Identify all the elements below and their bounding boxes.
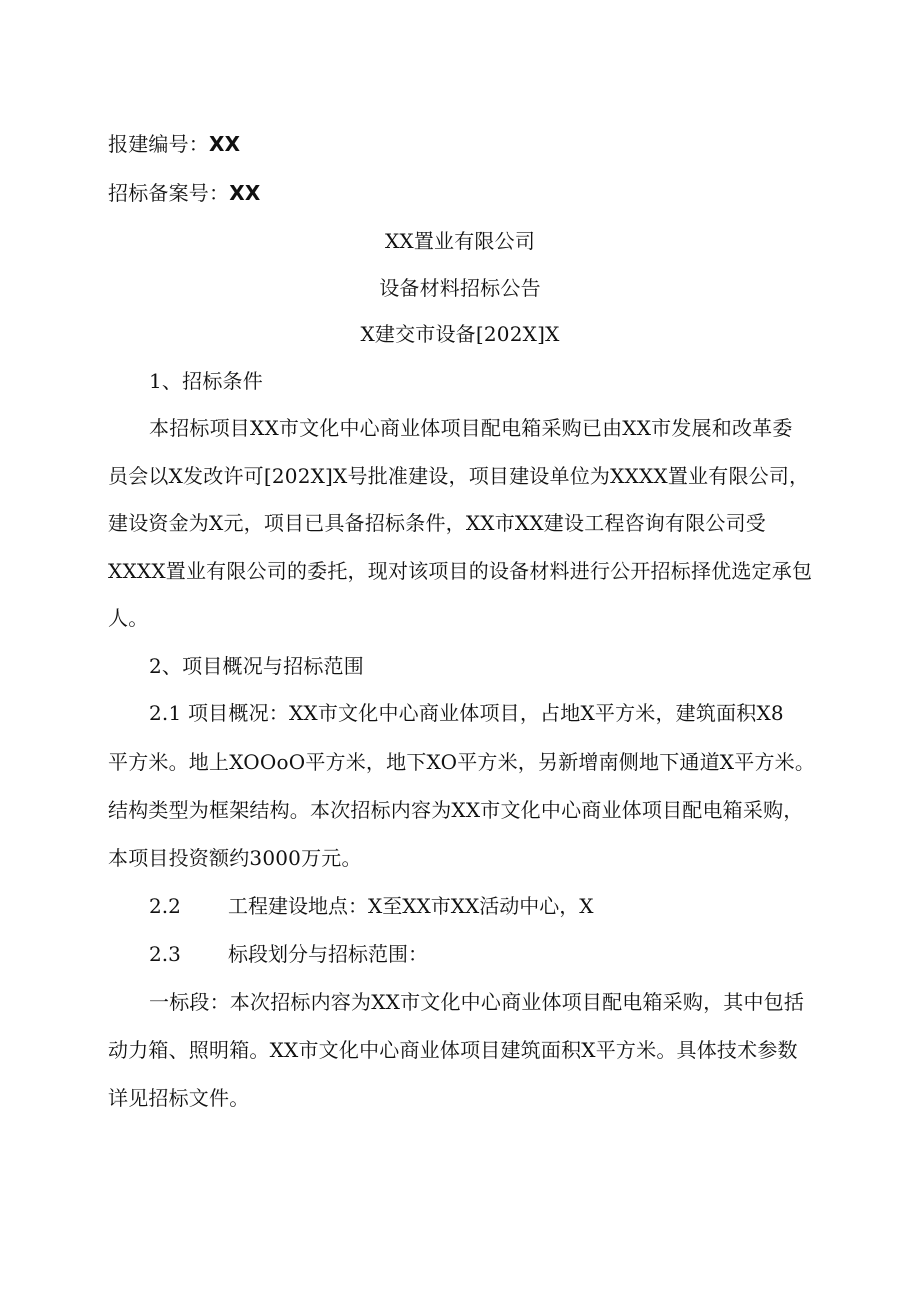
section1-line-3: 建设资金为X元，项目已具备招标条件，XX市XX建设工程咨询有限公司受: [108, 511, 766, 535]
report-number-line: [108, 132, 818, 156]
overview-line-4: 本项目投资额约3000万元。: [108, 846, 362, 870]
section1-line-5: 人。: [108, 606, 149, 630]
overview-line-1: 2.1 项目概况：XX市文化中心商业体项目，占地X平方米，建筑面积X8: [149, 701, 784, 725]
lot-line-1: 一标段：本次招标内容为XX市文化中心商业体项目配电箱采购，其中包括: [149, 990, 805, 1014]
section1-line-1: 本招标项目XX市文化中心商业体项目配电箱采购已由XX市发展和改革委: [149, 416, 793, 440]
scope-text: 标段划分与招标范围：: [228, 942, 428, 966]
overview-line-2: 平方米。地上XOOoO平方米，地下XO平方米，另新增南侧地下通道X平方米。: [108, 750, 816, 774]
notice-code: X建交市设备[202X]X: [360, 322, 560, 346]
location-number: 2.2: [149, 894, 181, 918]
section2-heading: 2、项目概况与招标范围: [149, 654, 364, 678]
tender-record-value: XX: [229, 181, 261, 205]
section1-line-4: XXXX置业有限公司的委托，现对该项目的设备材料进行公开招标择优选定承包: [108, 559, 813, 583]
scope-number: 2.3: [149, 942, 181, 966]
lot-line-2: 动力箱、照明箱。XX市文化中心商业体项目建筑面积X平方米。具体技术参数: [108, 1038, 798, 1062]
section1-heading: 1、招标条件: [149, 369, 263, 393]
location-text: 工程建设地点：X至XX市XX活动中心，X: [228, 894, 594, 918]
tender-record-label: 招标备案号：: [108, 181, 230, 205]
section1-line-2: 员会以X发改许可[202X]X号批准建设，项目建设单位为XXXX置业有限公司，: [108, 464, 810, 488]
overview-line-3: 结构类型为框架结构。本次招标内容为XX市文化中心商业体项目配电箱采购，: [108, 798, 804, 822]
company-title: XX置业有限公司: [384, 229, 536, 253]
notice-title: 设备材料招标公告: [379, 276, 541, 300]
lot-line-3: 详见招标文件。: [108, 1086, 250, 1110]
report-number-value: XX: [209, 132, 241, 156]
tender-record-line: [108, 181, 818, 205]
report-number-label: 报建编号：: [108, 132, 209, 156]
